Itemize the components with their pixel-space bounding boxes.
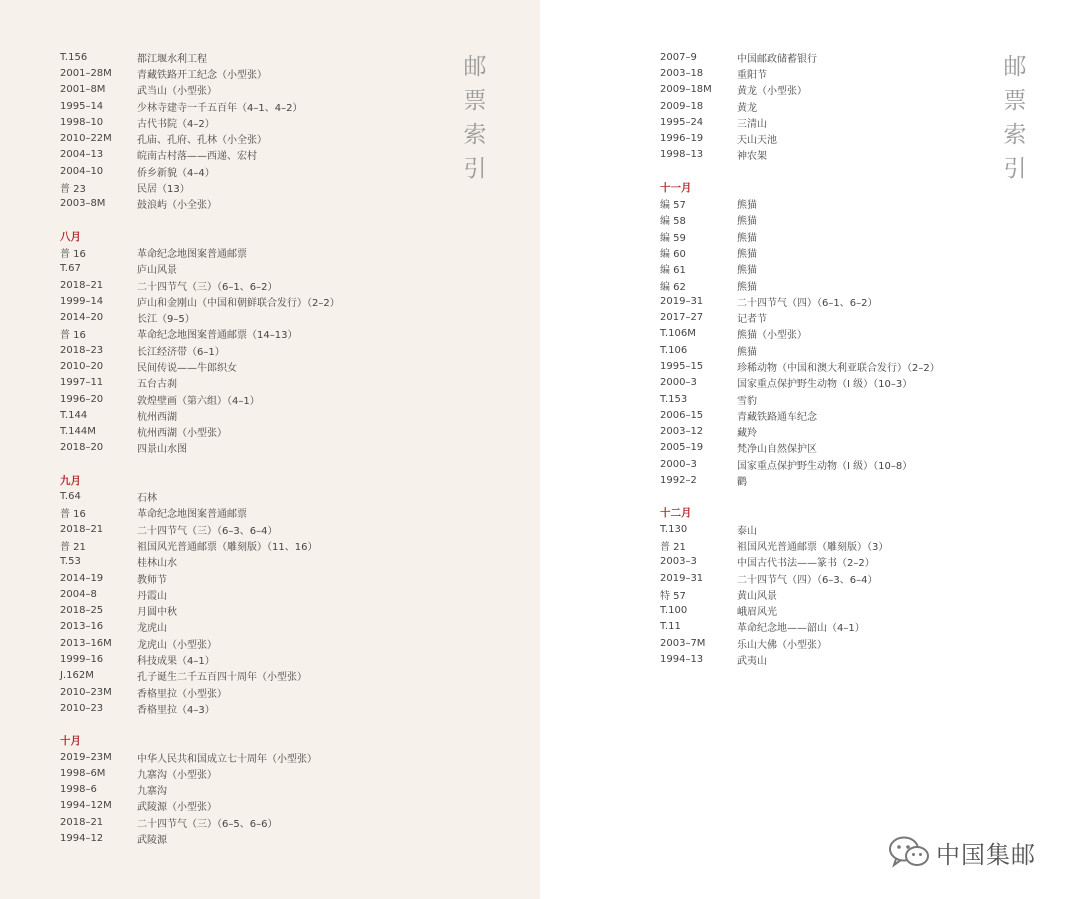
stamp-code: 2019–31 (660, 572, 704, 584)
stamp-name: 武陵源 (137, 835, 167, 846)
stamp-name: 杭州西湖 (137, 411, 177, 423)
stamp-code: T.153 (660, 393, 688, 405)
stamp-code: T.67 (60, 263, 81, 275)
stamp-entry (60, 65, 340, 81)
stamp-name: 武夷山 (737, 656, 767, 668)
stamp-name: 古代书院（4–2） (137, 118, 215, 130)
stamp-name: 九寨沟（小型张） (137, 769, 217, 781)
stamp-entry (60, 537, 340, 553)
stamp-entry (60, 293, 340, 309)
stamp-code: T.100 (660, 605, 688, 617)
stamp-entry (60, 147, 340, 163)
month-heading: 十二月 (660, 507, 692, 520)
stamp-entry (60, 407, 340, 423)
stamp-code: 2017–27 (660, 312, 704, 324)
stamp-code: 普 21 (60, 541, 86, 553)
stamp-index-list-left (60, 49, 340, 847)
stamp-entry (60, 798, 340, 814)
stamp-entry (660, 130, 940, 146)
stamp-code: 1994–12M (60, 800, 112, 812)
stamp-code: 普 16 (60, 509, 86, 521)
stamp-entry (60, 635, 340, 651)
stamp-code: 2004–8 (60, 588, 97, 600)
stamp-entry (60, 488, 340, 504)
stamp-entry (60, 700, 340, 716)
stamp-code: 2010–22M (60, 133, 112, 145)
stamp-code: 1992–2 (660, 475, 697, 487)
month-heading: 八月 (60, 230, 81, 243)
stamp-entry (60, 830, 340, 846)
title-char: 邮 (1003, 54, 1027, 80)
stamp-code: 2006–15 (660, 409, 704, 421)
stamp-entry (660, 49, 940, 65)
stamp-code: 2018–21 (60, 523, 104, 535)
stamp-code: T.53 (60, 556, 81, 568)
stamp-name: 珍稀动物（中国和澳大利亚联合发行）（2–2） (737, 362, 940, 374)
stamp-name: 石林 (137, 493, 157, 505)
stamp-entry (60, 651, 340, 667)
stamp-name: 中华人民共和国成立七十周年（小型张） (137, 753, 317, 765)
stamp-code: 2003–7M (660, 637, 706, 649)
stamp-entry (60, 326, 340, 342)
title-char: 邮 (463, 54, 487, 80)
stamp-code: 编 60 (660, 248, 686, 260)
stamp-code: 2014–19 (60, 572, 104, 584)
stamp-name: 重阳节 (737, 69, 767, 81)
stamp-code: T.144M (60, 426, 96, 438)
stamp-entry (660, 603, 940, 619)
stamp-entry (660, 212, 940, 228)
stamp-name: 长江经济带（6–1） (137, 346, 225, 358)
stamp-name: 熊猫 (737, 248, 757, 260)
stamp-name: 三清山 (737, 118, 767, 130)
stamp-entry (60, 244, 340, 260)
stamp-code: 普 16 (60, 248, 86, 260)
stamp-name: 庐山和金刚山（中国和朝鲜联合发行）（2–2） (137, 297, 340, 309)
stamp-code: 编 58 (660, 216, 686, 228)
stamp-name: 杭州西湖（小型张） (137, 428, 227, 440)
stamp-name: 革命纪念地图案普通邮票 (137, 248, 247, 260)
stamp-entry (660, 244, 940, 260)
stamp-name: 教师节 (137, 574, 167, 586)
stamp-entry (60, 309, 340, 325)
stamp-name: 武当山（小型张） (137, 86, 217, 98)
title-char: 索 (463, 122, 487, 148)
stamp-code: T.106M (660, 328, 696, 340)
stamp-code: 编 57 (660, 200, 686, 212)
stamp-name: 孔庙、孔府、孔林（小全张） (137, 135, 267, 147)
stamp-entry (60, 570, 340, 586)
stamp-code: 1995–15 (660, 360, 704, 372)
stamp-name: 二十四节气（三）（6–3、6–4） (137, 525, 278, 537)
stamp-name: 丹霞山 (137, 590, 167, 602)
stamp-entry (660, 635, 940, 651)
stamp-name: 熊猫 (737, 232, 757, 244)
stamp-name: 科技成果（4–1） (137, 656, 215, 668)
stamp-name: 二十四节气（四）（6–1、6–2） (737, 297, 878, 309)
stamp-entry (60, 130, 340, 146)
stamp-code: 1998–13 (660, 149, 704, 161)
stamp-entry (660, 651, 940, 667)
stamp-name: 四景山水图 (137, 444, 187, 456)
stamp-entry (60, 358, 340, 374)
stamp-name: 中国古代书法——篆书（2–2） (737, 558, 875, 570)
stamp-code: 2005–19 (660, 442, 704, 454)
stamp-code: 编 61 (660, 265, 686, 277)
stamp-name: 龙虎山 (137, 623, 167, 635)
stamp-code: T.11 (660, 621, 681, 633)
stamp-code: 2013–16 (60, 621, 104, 633)
stamp-name: 青藏铁路通车纪念 (737, 411, 817, 423)
stamp-name: 黄龙 (737, 102, 757, 114)
stamp-code: 1994–13 (660, 654, 704, 666)
stamp-name: 神农架 (737, 151, 767, 163)
stamp-name: 桂林山水 (137, 558, 177, 570)
stamp-code: 1994–12 (60, 833, 104, 844)
stamp-name: 革命纪念地图案普通邮票 (137, 509, 247, 521)
stamp-entry (60, 163, 340, 179)
stamp-code: 1996–20 (60, 393, 104, 405)
stamp-entry (660, 472, 940, 488)
stamp-entry (60, 49, 340, 65)
title-char: 引 (463, 156, 487, 182)
stamp-entry (60, 261, 340, 277)
stamp-entry (60, 82, 340, 98)
stamp-entry (60, 424, 340, 440)
stamp-code: 2013–16M (60, 637, 112, 649)
stamp-entry (60, 619, 340, 635)
stamp-name: 中国邮政储蓄银行 (737, 53, 817, 65)
stamp-code: 2003–18 (660, 67, 704, 79)
month-heading: 九月 (60, 474, 81, 487)
stamp-entry (60, 781, 340, 797)
wechat-icon (888, 835, 930, 869)
stamp-name: 熊猫（小型张） (737, 330, 807, 342)
stamp-code: 1997–11 (60, 377, 104, 389)
stamp-code: 2010–20 (60, 360, 104, 372)
stamp-name: 鹳 (737, 477, 747, 489)
stamp-code: 2018–21 (60, 279, 104, 291)
stamp-code: 1998–6 (60, 784, 97, 796)
stamp-code: 1999–14 (60, 295, 104, 307)
stamp-entry (660, 424, 940, 440)
right-page (540, 0, 1080, 899)
watermark-text: 中国集邮 (936, 840, 1036, 869)
stamp-entry (660, 261, 940, 277)
stamp-entry (660, 407, 940, 423)
stamp-entry (60, 814, 340, 830)
stamp-code: 2004–13 (60, 149, 104, 161)
stamp-name: 熊猫 (737, 216, 757, 228)
stamp-name: 记者节 (737, 314, 767, 326)
stamp-name: 熊猫 (737, 265, 757, 277)
stamp-name: 乐山大佛（小型张） (737, 639, 827, 651)
title-char: 引 (1003, 156, 1027, 182)
stamp-code: 2019–23M (60, 751, 112, 763)
stamp-entry (60, 668, 340, 684)
stamp-name: 熊猫 (737, 346, 757, 358)
stamp-code: 1998–10 (60, 116, 104, 128)
stamp-code: T.64 (60, 491, 81, 503)
stamp-name: 二十四节气（四）（6–3、6–4） (737, 574, 878, 586)
stamp-entry (660, 326, 940, 342)
month-heading: 十一月 (660, 181, 692, 194)
stamp-name: 月圆中秋 (137, 607, 177, 619)
stamp-entry (660, 537, 940, 553)
stamp-code: 2010–23M (60, 686, 112, 698)
stamp-code: 2000–3 (660, 458, 697, 470)
stamp-code: 2003–8M (60, 198, 106, 210)
stamp-name: 九寨沟 (137, 786, 167, 798)
stamp-name: 黄龙（小型张） (737, 86, 807, 98)
stamp-entry (60, 684, 340, 700)
stamp-entry (60, 505, 340, 521)
stamp-name: 龙虎山（小型张） (137, 639, 217, 651)
stamp-entry (660, 375, 940, 391)
title-char: 索 (1003, 122, 1027, 148)
stamp-code: T.156 (60, 51, 88, 63)
stamp-name: 革命纪念地图案普通邮票（14–13） (137, 330, 298, 342)
stamp-name: 青藏铁路开工纪念（小型张） (137, 69, 267, 81)
stamp-name: 鼓浪屿（小全张） (137, 200, 217, 212)
stamp-code: 2018–21 (60, 816, 104, 828)
stamp-entry (60, 554, 340, 570)
stamp-name: 武陵源（小型张） (137, 802, 217, 814)
stamp-entry (660, 65, 940, 81)
stamp-code: 普 16 (60, 330, 86, 342)
stamp-name: 熊猫 (737, 281, 757, 293)
stamp-name: 雪豹 (737, 395, 757, 407)
stamp-name: 天山天池 (737, 135, 777, 147)
stamp-name: 少林寺建寺一千五百年（4–1、4–2） (137, 102, 303, 114)
stamp-code: 编 59 (660, 232, 686, 244)
stamp-name: 二十四节气（三）（6–1、6–2） (137, 281, 278, 293)
stamp-entry (60, 342, 340, 358)
month-heading: 十月 (60, 735, 81, 748)
stamp-entry (660, 293, 940, 309)
stamp-code: 2018–23 (60, 344, 104, 356)
stamp-entry (60, 749, 340, 765)
stamp-entry (660, 440, 940, 456)
stamp-entry (660, 619, 940, 635)
stamp-entry (60, 179, 340, 195)
stamp-entry (660, 456, 940, 472)
stamp-name: 黄山风景 (737, 590, 777, 602)
title-char: 票 (1003, 88, 1027, 114)
stamp-name: 香格里拉（小型张） (137, 688, 227, 700)
stamp-entry (660, 228, 940, 244)
stamp-entry (660, 195, 940, 211)
stamp-entry (660, 147, 940, 163)
stamp-entry (660, 277, 940, 293)
stamp-name: 庐山风景 (137, 265, 177, 277)
stamp-code: T.106 (660, 344, 688, 356)
stamp-code: 2009–18M (660, 84, 712, 96)
stamp-code: 2001–8M (60, 84, 106, 96)
stamp-name: 都江堰水利工程 (137, 53, 207, 65)
stamp-code: 2019–31 (660, 295, 704, 307)
stamp-name: 五台古刹 (137, 379, 177, 391)
stamp-entry (60, 277, 340, 293)
stamp-entry (660, 391, 940, 407)
stamp-code: 2009–18 (660, 100, 704, 112)
stamp-name: 二十四节气（三）（6–5、6–6） (137, 818, 278, 830)
stamp-name: 梵净山自然保护区 (737, 444, 817, 456)
stamp-code: 1996–19 (660, 133, 704, 145)
stamp-entry (60, 440, 340, 456)
stamp-name: 革命纪念地——韶山（4–1） (737, 623, 865, 635)
stamp-entry (60, 521, 340, 537)
stamp-code: 2018–25 (60, 605, 104, 617)
stamp-code: 2007–9 (660, 51, 697, 63)
stamp-code: 2018–20 (60, 442, 104, 454)
stamp-code: 1995–24 (660, 116, 704, 128)
vertical-title-right (1000, 50, 1030, 186)
stamp-code: J.162M (60, 670, 94, 682)
stamp-code: 1999–16 (60, 654, 104, 666)
stamp-name: 藏羚 (737, 428, 757, 440)
stamp-name: 香格里拉（4–3） (137, 704, 215, 716)
stamp-name: 民居（13） (137, 184, 190, 196)
title-char: 票 (463, 88, 487, 114)
stamp-name: 熊猫 (737, 200, 757, 212)
stamp-code: 2001–28M (60, 67, 112, 79)
stamp-code: 1995–14 (60, 100, 104, 112)
stamp-code: 2003–3 (660, 556, 697, 568)
stamp-name: 泰山 (737, 525, 757, 537)
stamp-name: 皖南古村落——西递、宏村 (137, 151, 257, 163)
stamp-name: 峨眉风光 (737, 607, 777, 619)
stamp-code: 特 57 (660, 590, 686, 602)
stamp-name: 国家重点保护野生动物（I 级）（10–3） (737, 379, 913, 391)
stamp-code: T.130 (660, 523, 688, 535)
stamp-code: 普 23 (60, 184, 86, 196)
stamp-name: 祖国风光普通邮票（雕刻版）（11、16） (137, 541, 318, 553)
stamp-name: 侨乡新貌（4–4） (137, 167, 215, 179)
stamp-name: 孔子诞生二千五百四十周年（小型张） (137, 672, 307, 684)
stamp-name: 敦煌壁画（第六组）（4–1） (137, 395, 260, 407)
stamp-entry (660, 98, 940, 114)
stamp-entry (660, 554, 940, 570)
stamp-entry (660, 586, 940, 602)
stamp-entry (60, 391, 340, 407)
stamp-code: 2014–20 (60, 312, 104, 324)
stamp-index-list-right (660, 49, 940, 668)
stamp-entry (60, 196, 340, 212)
stamp-entry (660, 342, 940, 358)
stamp-name: 民间传说——牛郎织女 (137, 362, 237, 374)
stamp-entry (60, 603, 340, 619)
stamp-entry (660, 114, 940, 130)
stamp-entry (660, 82, 940, 98)
stamp-entry (60, 765, 340, 781)
stamp-code: 2010–23 (60, 702, 104, 714)
stamp-code: 1998–6M (60, 767, 106, 779)
stamp-code: T.144 (60, 409, 88, 421)
stamp-code: 普 21 (660, 541, 686, 553)
stamp-entry (660, 309, 940, 325)
stamp-entry (60, 586, 340, 602)
stamp-entry (60, 375, 340, 391)
vertical-title-left (460, 50, 490, 186)
stamp-code: 编 62 (660, 281, 686, 293)
stamp-code: 2003–12 (660, 426, 704, 438)
stamp-name: 国家重点保护野生动物（I 级）（10–8） (737, 460, 913, 472)
stamp-code: 2004–10 (60, 165, 104, 177)
stamp-entry (60, 98, 340, 114)
stamp-entry (60, 114, 340, 130)
stamp-name: 长江（9–5） (137, 314, 195, 326)
stamp-name: 祖国风光普通邮票（雕刻版）（3） (737, 541, 889, 553)
stamp-entry (660, 358, 940, 374)
stamp-entry (660, 570, 940, 586)
stamp-entry (660, 521, 940, 537)
watermark (888, 832, 1036, 872)
stamp-code: 2000–3 (660, 377, 697, 389)
